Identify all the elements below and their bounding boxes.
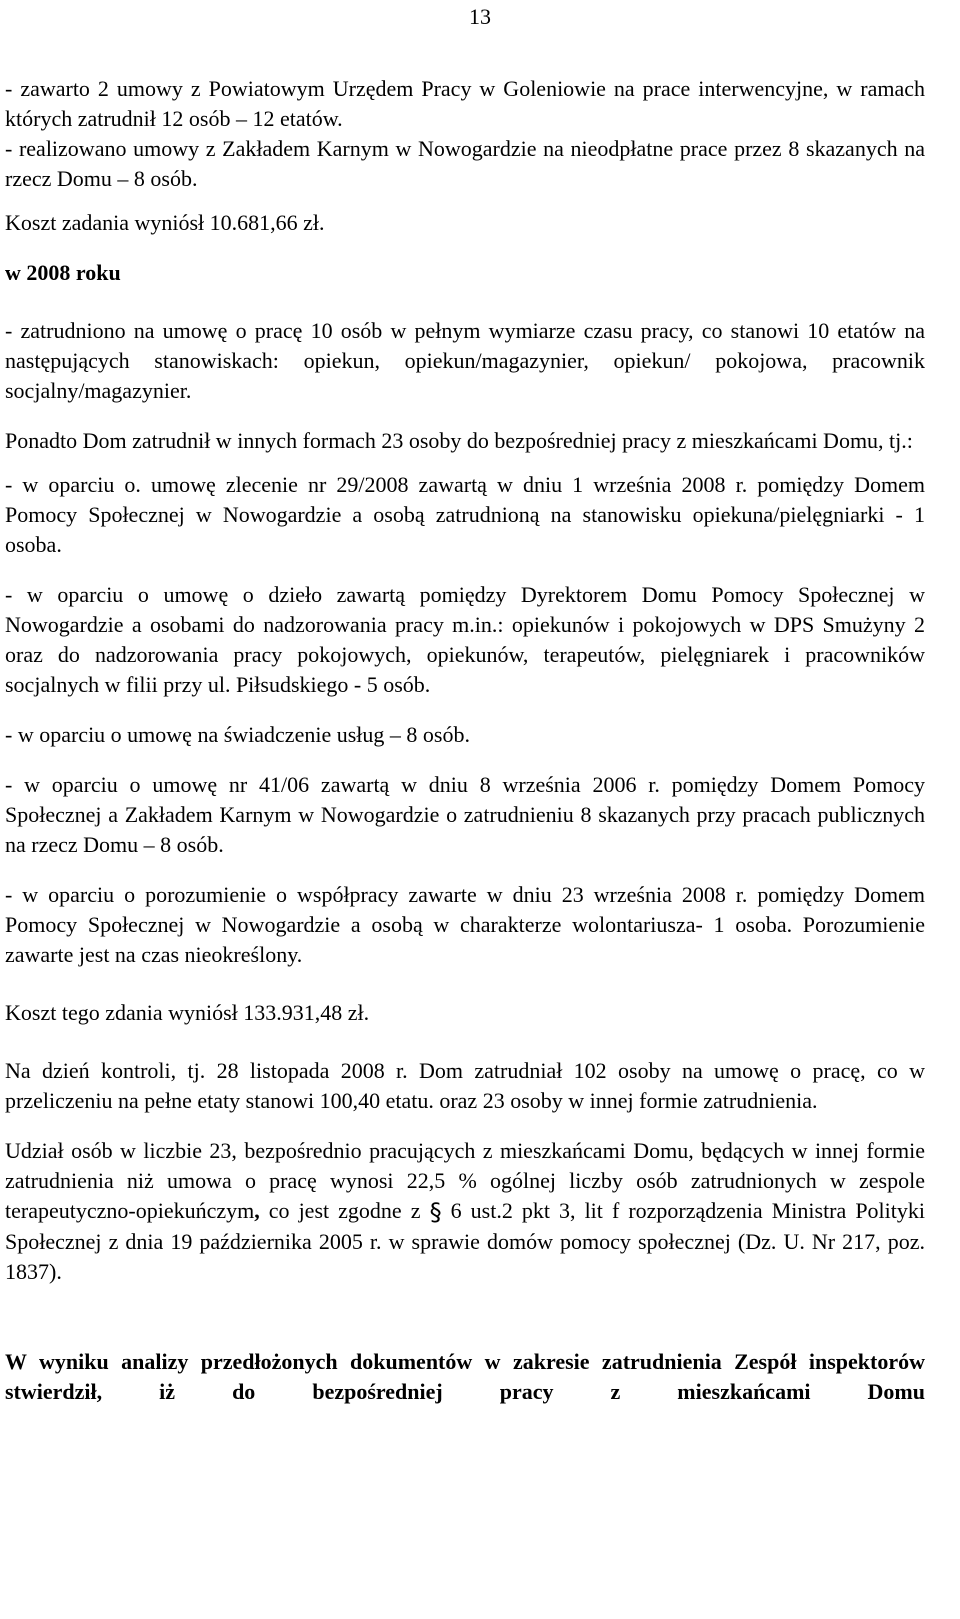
share-text-comma: ,: [254, 1198, 260, 1223]
paragraph-employment-contract: - zatrudniono na umowę o pracę 10 osób w pełnym wymiarze czasu pracy, co stanowi 10 etatów na następujących stanowiskach: opiekun, opiekun/magazynier, opiekun/ pokojowa, pracownik socjalny/magazynier.: [5, 318, 925, 403]
section-sign: §: [429, 1198, 442, 1226]
paragraph-total-cost: Koszt tego zdania wyniósł 133.931,48 zł.: [5, 1000, 370, 1025]
share-text-a: Udział osób w liczbie 23, bezpośrednio pracujących z mieszkańcami Domu, będących w innej formie zatrudnienia niż umowa o pracę wynosi 22,5 % ogólnej liczby osób zatrudnionych w zespole terapeutyczno-opiekuńczym: [5, 1138, 925, 1223]
section-heading-2008: w 2008 roku: [5, 260, 121, 285]
paragraph-prison-agreement: - w oparciu o umowę nr 41/06 zawartą w dniu 8 września 2006 r. pomiędzy Domem Pomocy Społecznej a Zakładem Karnym w Nowogardzie o zatrudnieniu 8 skazanych przy pracach publicznych na rzecz Domu – 8 osób.: [5, 772, 925, 857]
document-body: [5, 74, 925, 1407]
paragraph-conclusion: W wyniku analizy przedłożonych dokumentów w zakresie zatrudnienia Zespół inspektorów stwierdził, iż do bezpośredniej pracy z mieszkańcami Domu: [5, 1349, 925, 1404]
paragraph-prison-labor: - realizowano umowy z Zakładem Karnym w Nowogardzie na nieodpłatne prace przez 8 skazanych na rzecz Domu – 8 osób.: [5, 136, 925, 191]
paragraph-other-forms: Ponadto Dom zatrudnił w innych formach 23 osoby do bezpośredniej pracy z mieszkańcami Domu, tj.:: [5, 428, 913, 453]
paragraph-volunteer-agreement: - w oparciu o porozumienie o współpracy zawarte w dniu 23 września 2008 r. pomiędzy Domem Pomocy Społecznej w Nowogardzie a osobą w charakterze wolontariusza- 1 osoba. Porozumienie zawarte jest na czas nieokreślony.: [5, 882, 925, 967]
share-text-b: co jest zgodne z: [259, 1198, 430, 1223]
paragraph-service-contract: - w oparciu o umowę na świadczenie usług – 8 osób.: [5, 722, 470, 747]
paragraph-intervention-jobs: - zawarto 2 umowy z Powiatowym Urzędem Pracy w Goleniowie na prace interwencyjne, w ramach których zatrudnił 12 osób – 12 etatów.: [5, 76, 925, 131]
paragraph-inspection-day: Na dzień kontroli, tj. 28 listopada 2008 r. Dom zatrudniał 102 osoby na umowę o pracę, co w przeliczeniu na pełne etaty stanowi 100,40 etatu. oraz 23 osoby w innej formie zatrudnienia.: [5, 1058, 925, 1113]
paragraph-commission-contract: - w oparciu o. umowę zlecenie nr 29/2008 zawartą w dniu 1 września 2008 r. pomiędzy Domem Pomocy Społecznej w Nowogardzie a osobą zatrudnioną na stanowisku opiekuna/pielęgniarki - 1 osoba.: [5, 472, 925, 557]
paragraph-task-cost: Koszt zadania wyniósł 10.681,66 zł.: [5, 210, 325, 235]
page-number: 13: [469, 4, 491, 29]
paragraph-work-contract: - w oparciu o umowę o dzieło zawartą pomiędzy Dyrektorem Domu Pomocy Społecznej w Nowogardzie a osobami do nadzorowania pracy m.in.: opiekunów i pokojowych w DPS Smużyny 2 oraz do nadzorowania pracy pokojowych, opiekunów, terapeutów, pielęgniarek i pracowników socjalnych w filii przy ul. Piłsudskiego - 5 osób.: [5, 582, 925, 697]
share-text-c: 6 ust.2 pkt 3, lit f rozporządzenia Ministra Polityki Społecznej z dnia 19 października 2005 r. w sprawie domów pomocy społecznej (Dz. U. Nr 217, poz. 1837).: [5, 1198, 926, 1284]
paragraph-share-of-staff: [5, 1136, 925, 1287]
